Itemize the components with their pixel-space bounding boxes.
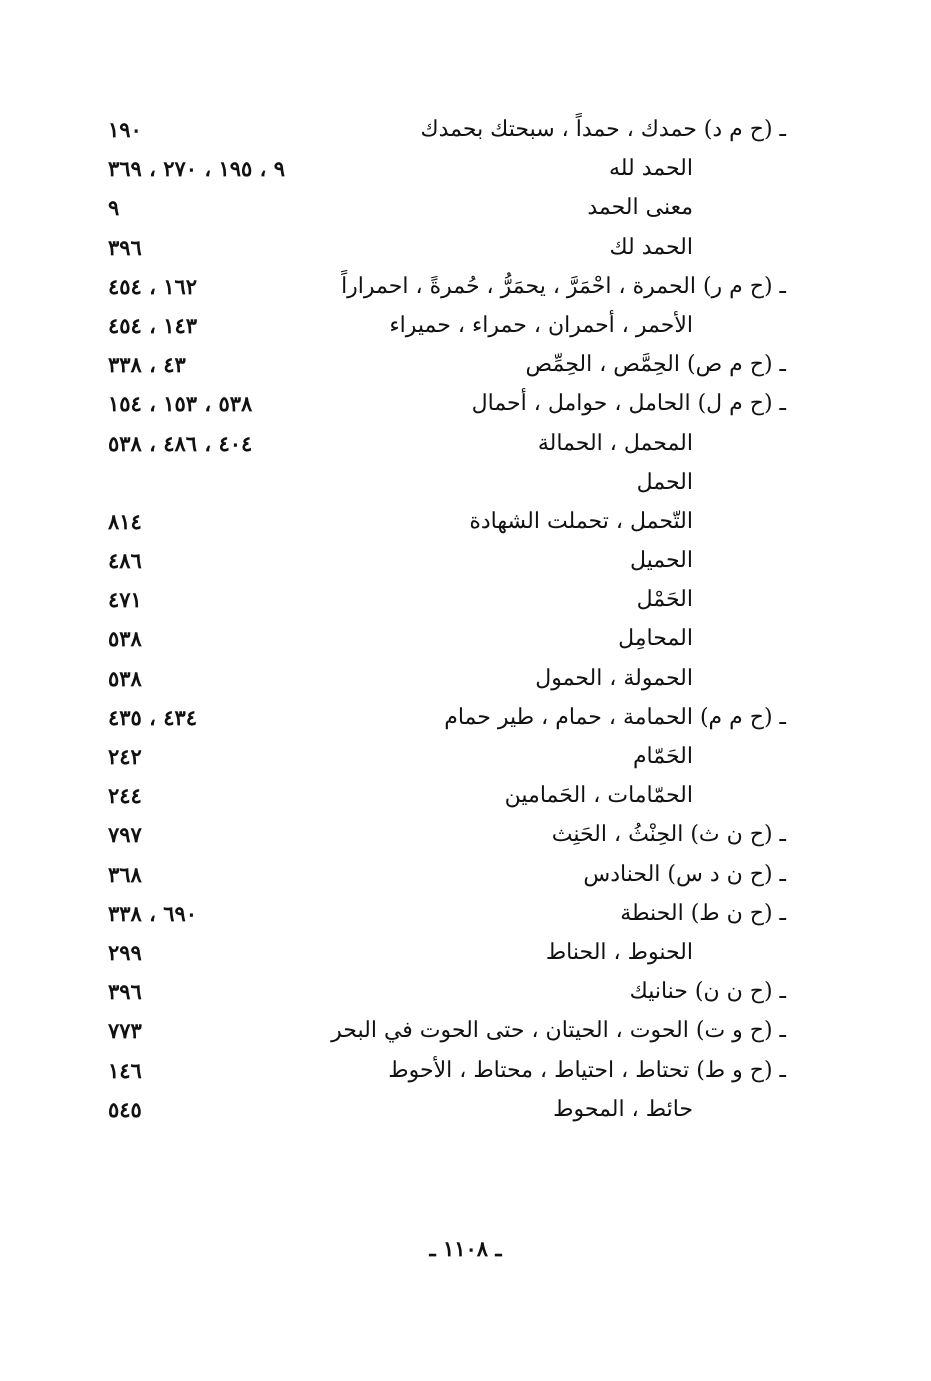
- page-references: ٨١٤: [108, 508, 142, 534]
- sub-term: الحمل: [636, 469, 693, 495]
- sub-term: التّحمل ، تحملت الشهادة: [469, 508, 693, 534]
- index-entry: [0, 619, 931, 658]
- index-entry: [0, 659, 931, 698]
- index-entry: [0, 306, 931, 345]
- index-entry: [0, 424, 931, 463]
- page-references: ٩: [108, 195, 120, 221]
- sub-term: الأحمر ، أحمران ، حمراء ، حميراء: [389, 312, 693, 338]
- index-entry: [0, 502, 931, 541]
- root-term: ـ (ح و ت) الحوت ، الحيتان ، حتى الحوت في البحر: [331, 1018, 786, 1044]
- index-entry: [0, 463, 931, 502]
- page-references: ٣٩٦: [108, 234, 142, 260]
- page-references: ٣٦٨: [108, 861, 142, 887]
- root-term: ـ (ح م د) حمدك ، حمداً ، سبحتك بحمدك: [420, 117, 786, 142]
- root-term: ـ (ح م ص) الحِمَّص ، الحِمِّص: [525, 352, 786, 378]
- page-references: ١٤٣ ، ٤٥٤: [108, 312, 198, 338]
- index-entry: [0, 267, 931, 306]
- root-term: ـ (ح م ر) الحمرة ، احْمَرَّ ، يحمَرُّ ، حُمرةً ، احمراراً: [341, 273, 786, 299]
- index-entry: [0, 580, 931, 619]
- index-entry: [0, 933, 931, 972]
- page-references: ٣٩٦: [108, 979, 142, 1005]
- page-references: ٥٤٥: [108, 1096, 142, 1122]
- index-entry: [0, 1011, 931, 1050]
- index-entry: [0, 855, 931, 894]
- page-references: ٧٧٣: [108, 1018, 142, 1044]
- index-entry: [0, 541, 931, 580]
- page-references: ١٩٠: [108, 117, 142, 142]
- sub-term: معنى الحمد: [587, 195, 693, 221]
- index-entry: [0, 149, 931, 188]
- index-entry: [0, 737, 931, 776]
- root-term: ـ (ح ن ط) الحنطة: [620, 900, 786, 926]
- root-term: ـ (ح ن د س) الحنادس: [583, 861, 786, 887]
- page-references: ٥٣٨: [108, 665, 142, 691]
- sub-term: الحَمّام: [632, 744, 693, 769]
- page-references: ٤٣٤ ، ٤٣٥: [108, 704, 198, 730]
- page-references: ٩ ، ١٩٥ ، ٢٧٠ ، ٣٦٩: [108, 156, 286, 182]
- index-entry: [0, 1051, 931, 1090]
- sub-term: حائط ، المحوط: [553, 1096, 693, 1122]
- root-term: ـ (ح و ط) تحتاط ، احتياط ، محتاط ، الأحوط: [388, 1057, 786, 1083]
- page-references: ٥٣٨ ، ١٥٣ ، ١٥٤: [108, 391, 253, 417]
- index-entry: [0, 815, 931, 854]
- page-number: ـ ١١٠٨ ـ: [429, 1236, 502, 1261]
- root-term: ـ (ح م ل) الحامل ، حوامل ، أحمال: [471, 391, 786, 417]
- index-entry: [0, 384, 931, 423]
- sub-term: الحمد لك: [609, 234, 693, 260]
- page-references: ٤٧١: [108, 587, 142, 613]
- index-entry: [0, 698, 931, 737]
- root-term: ـ (ح ن ن) حنانيك: [629, 979, 786, 1005]
- page-references: ٤٠٤ ، ٤٨٦ ، ٥٣٨: [108, 430, 253, 456]
- index-entry: [0, 894, 931, 933]
- page-references: ٦٩٠ ، ٣٣٨: [108, 900, 198, 926]
- sub-term: الحَمْل: [636, 587, 693, 613]
- index-entry: [0, 188, 931, 227]
- page-references: ٤٣ ، ٣٣٨: [108, 352, 186, 378]
- index-entry: [0, 345, 931, 384]
- sub-term: المحامِل: [618, 626, 693, 652]
- index-entry: [0, 776, 931, 815]
- sub-term: المحمل ، الحمالة: [537, 430, 693, 456]
- sub-term: الحميل: [629, 548, 693, 574]
- index-list: [0, 110, 931, 1129]
- sub-term: الحمّامات ، الحَمامين: [504, 783, 693, 809]
- index-entry: [0, 110, 931, 149]
- page-references: ١٤٦: [108, 1057, 142, 1083]
- page-references: ٧٩٧: [108, 822, 142, 848]
- page-references: ٥٣٨: [108, 626, 142, 652]
- sub-term: الحمد لله: [608, 156, 693, 182]
- page-references: ١٦٢ ، ٤٥٤: [108, 273, 198, 299]
- index-entry: [0, 1090, 931, 1129]
- index-entry: [0, 972, 931, 1011]
- page-references: ٢٩٩: [108, 939, 142, 965]
- page-references: ٤٨٦: [108, 548, 142, 574]
- sub-term: الحمولة ، الحمول: [535, 665, 693, 691]
- page-references: ٢٤٢: [108, 744, 142, 769]
- root-term: ـ (ح ن ث) الحِنْثُ ، الحَنِث: [551, 822, 786, 848]
- page-references: ٢٤٤: [108, 783, 142, 809]
- index-entry: [0, 228, 931, 267]
- root-term: ـ (ح م م) الحمامة ، حمام ، طير حمام: [444, 704, 786, 730]
- sub-term: الحنوط ، الحناط: [545, 939, 693, 965]
